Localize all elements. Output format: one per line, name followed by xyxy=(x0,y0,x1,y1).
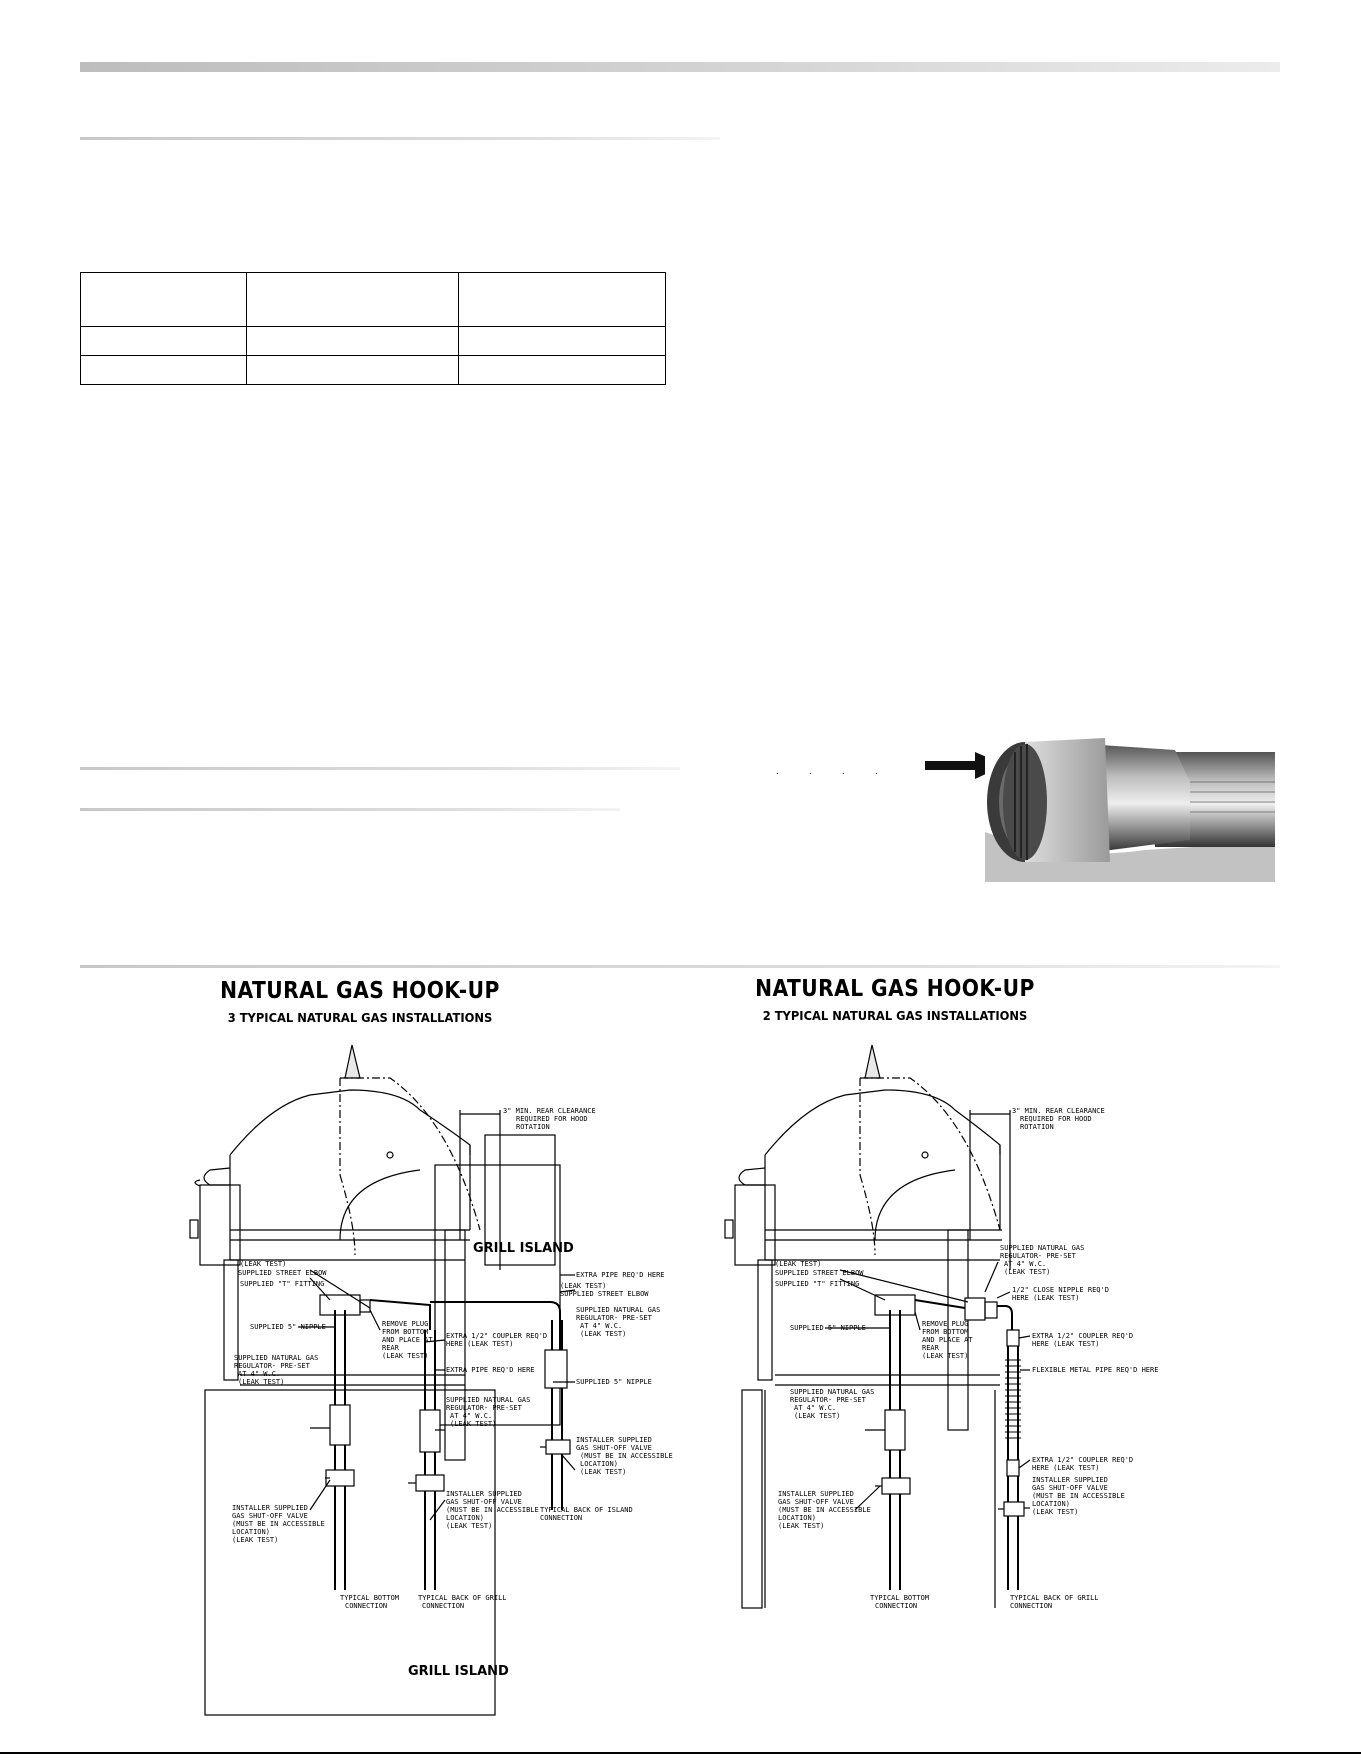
table-header-cell-3 xyxy=(459,273,666,327)
grill-island-label-lower: GRILL ISLAND xyxy=(408,1664,509,1679)
shutoff-label-mid: INSTALLER SUPPLIED xyxy=(446,1490,522,1498)
left-diagram-subtitle: 3 TYPICAL NATURAL GAS INSTALLATIONS xyxy=(227,1010,493,1025)
shutoff-right-label-r-5: (LEAK TEST) xyxy=(1032,1508,1079,1516)
shutoff-left-label-r-4: LOCATION) xyxy=(778,1514,816,1522)
extra-coupler-bottom-label-2: HERE (LEAK TEST) xyxy=(1032,1464,1100,1472)
extra-coupler-label-2: HERE (LEAK TEST) xyxy=(446,1340,514,1348)
shutoff-label-right-3: (MUST BE IN ACCESSIBLE xyxy=(580,1452,673,1460)
rear-clearance-label-3: ROTATION xyxy=(516,1123,550,1131)
shutoff-label-right-5: (LEAK TEST) xyxy=(580,1468,627,1476)
table-cell xyxy=(459,356,666,385)
shutoff-label-left-5: (LEAK TEST) xyxy=(232,1536,279,1544)
right-diagram-title-block xyxy=(725,976,1065,1023)
regulator-left-label-r-3: AT 4" W.C. xyxy=(794,1404,837,1412)
shutoff-label-mid-3: (MUST BE IN ACCESSIBLE xyxy=(446,1506,539,1514)
nipple-label-right: SUPPLIED 5" NIPPLE xyxy=(576,1378,652,1386)
leak-test-label-r: (LEAK TEST) xyxy=(775,1260,822,1268)
shutoff-right-label-r-2: GAS SHUT-OFF VALVE xyxy=(1032,1484,1108,1492)
extra-coupler-label: EXTRA 1/2" COUPLER REQ'D xyxy=(446,1332,548,1340)
t-fitting-label: SUPPLIED "T" FITTING xyxy=(240,1280,325,1288)
right-diagram-subtitle: 2 TYPICAL NATURAL GAS INSTALLATIONS xyxy=(762,1008,1028,1023)
extra-coupler-top-label-2: HERE (LEAK TEST) xyxy=(1032,1340,1100,1348)
extra-coupler-top-label: EXTRA 1/2" COUPLER REQ'D xyxy=(1032,1332,1134,1340)
remove-plug-label-4: REAR xyxy=(382,1344,399,1352)
shutoff-left-label-r-2: GAS SHUT-OFF VALVE xyxy=(778,1498,854,1506)
header-bar xyxy=(80,62,1280,72)
spec-table xyxy=(80,272,666,385)
table-header-cell-1 xyxy=(81,273,247,327)
section-rule-3 xyxy=(80,808,620,811)
leader-dots: . . . . xyxy=(776,766,892,776)
shutoff-label-left-2: GAS SHUT-OFF VALVE xyxy=(232,1512,308,1520)
close-nipple-label-2: HERE (LEAK TEST) xyxy=(1012,1294,1080,1302)
shutoff-right-label-r-3: (MUST BE IN ACCESSIBLE xyxy=(1032,1492,1125,1500)
shutoff-label-right: INSTALLER SUPPLIED xyxy=(576,1436,652,1444)
regulator-top-label-2: REGULATOR- PRE-SET xyxy=(1000,1252,1076,1260)
regulator-left-label-r-4: (LEAK TEST) xyxy=(794,1412,841,1420)
shutoff-label-left: INSTALLER SUPPLIED xyxy=(232,1504,308,1512)
remove-plug-label-r-3: AND PLACE AT xyxy=(922,1336,973,1344)
extra-pipe-label-right: EXTRA PIPE REQ'D HERE xyxy=(576,1271,665,1279)
rear-clearance-label-r: 3" MIN. REAR CLEARANCE xyxy=(1012,1107,1105,1115)
flex-pipe-label: FLEXIBLE METAL PIPE REQ'D HERE xyxy=(1032,1366,1159,1374)
regulator-label-mid-4: (LEAK TEST) xyxy=(450,1420,497,1428)
shutoff-label-mid-4: LOCATION) xyxy=(446,1514,484,1522)
bottom-conn-label: TYPICAL BOTTOM xyxy=(340,1594,400,1602)
regulator-left-label-r: SUPPLIED NATURAL GAS xyxy=(790,1388,875,1396)
bottom-conn-label-r-2: CONNECTION xyxy=(875,1602,918,1610)
shutoff-label-right-2: GAS SHUT-OFF VALVE xyxy=(576,1444,652,1452)
regulator-label-left-4: (LEAK TEST) xyxy=(238,1378,285,1386)
shutoff-label-mid-5: (LEAK TEST) xyxy=(446,1522,493,1530)
table-row xyxy=(81,356,666,385)
shutoff-left-label-r-5: (LEAK TEST) xyxy=(778,1522,825,1530)
regulator-left-label-r-2: REGULATOR- PRE-SET xyxy=(790,1396,866,1404)
section-rule-1 xyxy=(80,137,720,140)
regulator-label-right-4: (LEAK TEST) xyxy=(580,1330,627,1338)
back-grill-conn-label-r-2: CONNECTION xyxy=(1010,1602,1053,1610)
bottom-conn-label-2: CONNECTION xyxy=(345,1602,388,1610)
rear-clearance-label-2: REQUIRED FOR HOOD xyxy=(516,1115,588,1123)
regulator-top-label: SUPPLIED NATURAL GAS xyxy=(1000,1244,1085,1252)
fitting-photo xyxy=(985,722,1275,882)
table-cell xyxy=(459,327,666,356)
shutoff-right-label-r-4: LOCATION) xyxy=(1032,1500,1070,1508)
regulator-top-label-3: AT 4" W.C. xyxy=(1004,1260,1047,1268)
grill-island-label-upper: GRILL ISLAND xyxy=(473,1241,574,1256)
t-fitting-label-r: SUPPLIED "T" FITTING xyxy=(775,1280,860,1288)
rear-clearance-label: 3" MIN. REAR CLEARANCE xyxy=(503,1107,596,1115)
back-grill-conn-label-2: CONNECTION xyxy=(422,1602,465,1610)
section-rule-4 xyxy=(80,965,1280,968)
regulator-label-right: SUPPLIED NATURAL GAS xyxy=(576,1306,661,1314)
shutoff-left-label-r-3: (MUST BE IN ACCESSIBLE xyxy=(778,1506,871,1514)
regulator-top-label-4: (LEAK TEST) xyxy=(1004,1268,1051,1276)
shutoff-label-left-4: LOCATION) xyxy=(232,1528,270,1536)
back-island-conn-label-2: CONNECTION xyxy=(540,1514,583,1522)
regulator-label-mid-2: REGULATOR- PRE-SET xyxy=(446,1404,522,1412)
table-cell xyxy=(247,327,459,356)
back-island-conn-label: TYPICAL BACK OF ISLAND xyxy=(540,1506,633,1514)
leak-test-label-right: (LEAK TEST) xyxy=(560,1282,607,1290)
street-elbow-label-right: SUPPLIED STREET ELBOW xyxy=(560,1290,649,1298)
table-row xyxy=(81,327,666,356)
close-nipple-label: 1/2" CLOSE NIPPLE REQ'D xyxy=(1012,1286,1109,1294)
shutoff-label-left-3: (MUST BE IN ACCESSIBLE xyxy=(232,1520,325,1528)
regulator-label-right-2: REGULATOR- PRE-SET xyxy=(576,1314,652,1322)
footer-rule xyxy=(0,1752,1361,1754)
right-hookup-diagram xyxy=(720,1030,1240,1630)
table-cell xyxy=(81,356,247,385)
table-header-cell-2 xyxy=(247,273,459,327)
remove-plug-label-r: REMOVE PLUG xyxy=(922,1320,969,1328)
shutoff-label-mid-2: GAS SHUT-OFF VALVE xyxy=(446,1498,522,1506)
rear-clearance-label-r-2: REQUIRED FOR HOOD xyxy=(1020,1115,1092,1123)
left-diagram-title: NATURAL GAS HOOK-UP xyxy=(220,978,500,1004)
shutoff-label-right-4: LOCATION) xyxy=(580,1460,618,1468)
back-grill-conn-label: TYPICAL BACK OF GRILL xyxy=(418,1594,507,1602)
table-cell xyxy=(81,327,247,356)
remove-plug-label-2: FROM BOTTOM xyxy=(382,1328,429,1336)
back-grill-conn-label-r: TYPICAL BACK OF GRILL xyxy=(1010,1594,1099,1602)
remove-plug-label-3: AND PLACE AT xyxy=(382,1336,433,1344)
regulator-label-mid: SUPPLIED NATURAL GAS xyxy=(446,1396,531,1404)
remove-plug-label: REMOVE PLUG xyxy=(382,1320,429,1328)
bottom-conn-label-r: TYPICAL BOTTOM xyxy=(870,1594,930,1602)
nipple-label-r: SUPPLIED 5" NIPPLE xyxy=(790,1324,866,1332)
remove-plug-label-r-2: FROM BOTTOM xyxy=(922,1328,969,1336)
rear-clearance-label-r-3: ROTATION xyxy=(1020,1123,1054,1131)
left-diagram-title-block xyxy=(195,978,525,1025)
section-rule-2 xyxy=(80,767,680,770)
remove-plug-label-r-4: REAR xyxy=(922,1344,939,1352)
nipple-label-left: SUPPLIED 5" NIPPLE xyxy=(250,1323,326,1331)
table-cell xyxy=(247,356,459,385)
shutoff-left-label-r: INSTALLER SUPPLIED xyxy=(778,1490,854,1498)
street-elbow-label: SUPPLIED STREET ELBOW xyxy=(238,1269,327,1277)
remove-plug-label-r-5: (LEAK TEST) xyxy=(922,1352,969,1360)
shutoff-right-label-r: INSTALLER SUPPLIED xyxy=(1032,1476,1108,1484)
right-diagram-title: NATURAL GAS HOOK-UP xyxy=(755,976,1035,1002)
left-hookup-diagram xyxy=(180,1030,720,1730)
regulator-label-left: SUPPLIED NATURAL GAS xyxy=(234,1354,319,1362)
extra-coupler-bottom-label: EXTRA 1/2" COUPLER REQ'D xyxy=(1032,1456,1134,1464)
regulator-label-mid-3: AT 4" W.C. xyxy=(450,1412,493,1420)
leak-test-label: (LEAK TEST) xyxy=(240,1260,287,1268)
extra-pipe-label-mid: EXTRA PIPE REQ'D HERE xyxy=(446,1366,535,1374)
street-elbow-label-r: SUPPLIED STREET ELBOW xyxy=(775,1269,864,1277)
regulator-label-left-3: AT 4" W.C. xyxy=(238,1370,281,1378)
remove-plug-label-5: (LEAK TEST) xyxy=(382,1352,429,1360)
regulator-label-left-2: REGULATOR- PRE-SET xyxy=(234,1362,310,1370)
regulator-label-right-3: AT 4" W.C. xyxy=(580,1322,623,1330)
